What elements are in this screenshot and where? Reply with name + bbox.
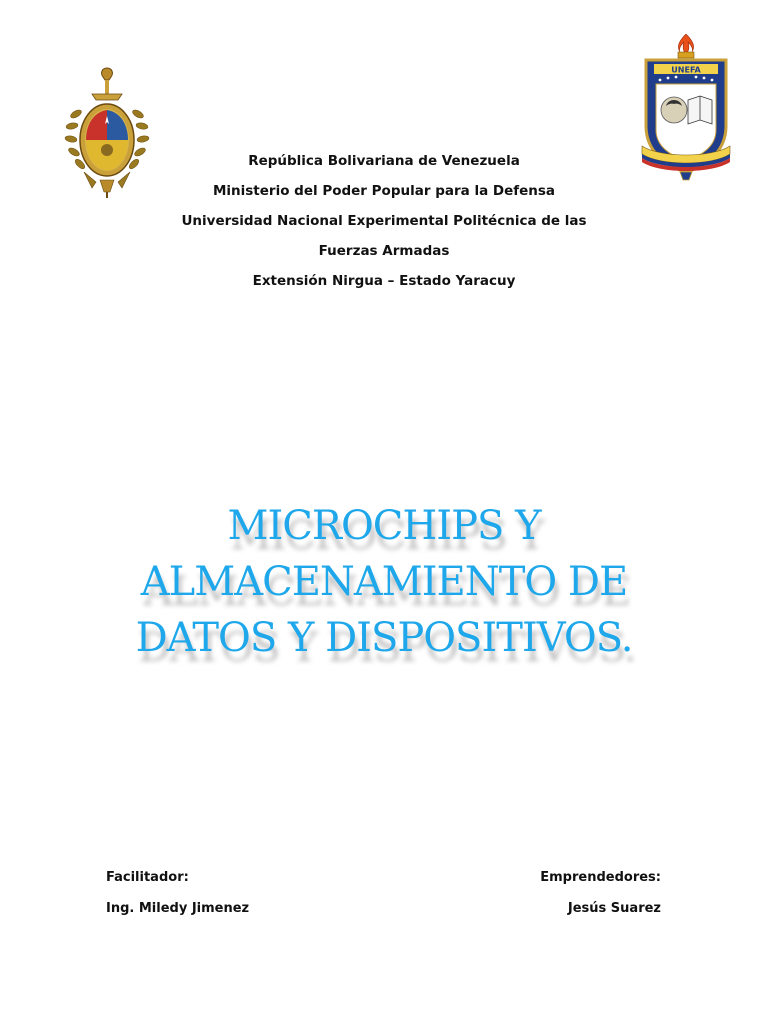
header-line-extension: Extensión Nirgua – Estado Yaracuy [252, 273, 516, 289]
facilitator-label: Facilitador: [106, 870, 189, 885]
entrepreneur-name: Jesús Suarez [567, 901, 661, 916]
document-title [40, 498, 728, 666]
title-line-2: ALMACENAMIENTO DE [140, 559, 628, 605]
entrepreneurs-label: Emprendedores: [540, 870, 661, 885]
institution-header [150, 146, 618, 296]
title-line-3: DATOS Y DISPOSITIVOS. [135, 615, 633, 661]
header-line-ministry: Ministerio del Poder Popular para la Defensa [212, 183, 556, 199]
military-coat-of-arms-icon [62, 64, 152, 200]
facilitator-name: Ing. Miledy Jimenez [106, 901, 250, 916]
unefa-shield-icon [640, 34, 732, 182]
header-line-armed-forces: Fuerzas Armadas [318, 243, 450, 259]
unefa-shield-text: UNEFA [671, 65, 701, 75]
title-line-1: MICROCHIPS Y [227, 503, 541, 549]
facilitator-block [106, 862, 249, 924]
header-line-republic: República Bolivariana de Venezuela [248, 153, 520, 169]
header-line-university: Universidad Nacional Experimental Politécnica de las [181, 213, 587, 229]
entrepreneurs-block [540, 862, 661, 924]
